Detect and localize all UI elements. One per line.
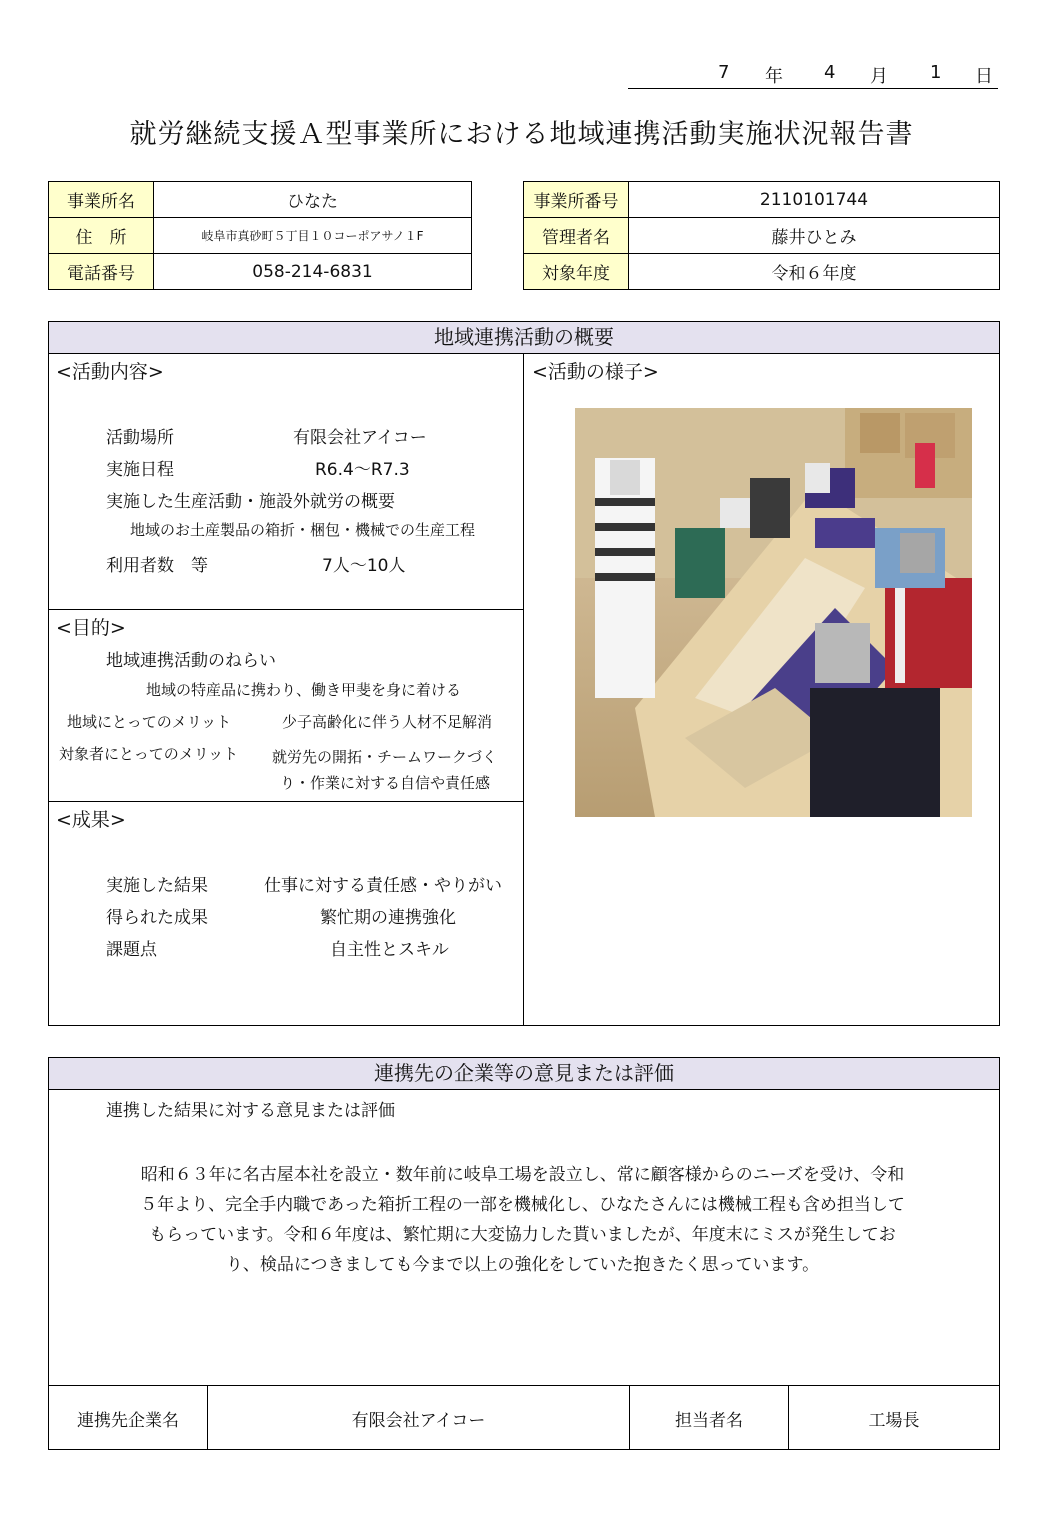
date-year-unit: 年 [765, 66, 783, 87]
date-day-unit: 日 [975, 66, 993, 87]
photo-heading: <活動の様子> [532, 361, 659, 383]
evaluation-heading: 連携先の企業等の意見または評価 [49, 1058, 999, 1090]
date-month: 4 [824, 62, 836, 83]
person-name: 工場長 [868, 1411, 920, 1431]
region-merit-value: 少子高齢化に伴う人材不足解消 [282, 713, 493, 731]
evaluation-subheading: 連携した結果に対する意見または評価 [106, 1101, 395, 1121]
result-value: 仕事に対する責任感・やりがい [264, 876, 502, 896]
address: 岐阜市真砂町５丁目１０コーポアサノ１F [154, 218, 472, 254]
target-merit-line1: 就労先の開拓・チームワークづく [272, 748, 498, 766]
target-merit-line2: り・作業に対する自信や責任感 [280, 774, 491, 792]
schedule-value: R6.4～R7.3 [315, 460, 410, 480]
date-year: 7 [718, 62, 730, 83]
office-name: ひなた [154, 182, 472, 218]
person-label: 担当者名 [675, 1411, 743, 1431]
place-value: 有限会社アイコー [293, 428, 427, 448]
document-title: 就労継続支援Ａ型事業所における地域連携活動実施状況報告書 [129, 119, 914, 150]
aim-label: 地域連携活動のねらい [106, 651, 276, 671]
evaluation-line: もらっています。令和６年度は、繁忙期に大変協力した貰いましたが、年度末にミスが発生してお [149, 1225, 896, 1245]
office-number-label: 事業所番号 [524, 182, 629, 218]
activity-heading: <活動内容> [56, 361, 164, 383]
phone-label: 電話番号 [49, 254, 154, 290]
activity-photo [575, 408, 972, 817]
place-label: 活動場所 [106, 428, 174, 448]
purpose-divider [48, 801, 524, 802]
results-heading: <成果> [56, 809, 126, 831]
date-month-unit: 月 [870, 66, 888, 87]
purpose-heading: <目的> [56, 617, 126, 639]
production-value: 地域のお土産製品の箱折・梱包・機械での生産工程 [130, 521, 476, 539]
schedule-label: 実施日程 [106, 460, 174, 480]
manager-name: 藤井ひとみ [629, 218, 1000, 254]
phone-number: 058-214-6831 [154, 254, 472, 290]
users-value: 7人～10人 [322, 556, 406, 576]
manager-label: 管理者名 [524, 218, 629, 254]
evaluation-line: り、検品につきましても今まで以上の強化をしていた抱きたく思っています。 [225, 1255, 820, 1275]
evaluation-line: ５年より、完全手内職であった箱折工程の一部を機械化し、ひなたさんには機械工程も含め担当して [140, 1195, 905, 1215]
overview-divider [523, 353, 524, 1026]
target-year: 令和６年度 [629, 254, 1000, 290]
production-label: 実施した生産活動・施設外就労の概要 [106, 492, 395, 512]
region-merit-label: 地域にとってのメリット [67, 713, 232, 731]
address-label: 住 所 [49, 218, 154, 254]
aim-value: 地域の特産品に携わり、働き甲斐を身に着ける [146, 681, 462, 699]
result-label: 実施した結果 [106, 876, 208, 896]
overview-heading: 地域連携活動の概要 [49, 322, 999, 354]
outcome-value: 繁忙期の連携強化 [320, 908, 456, 928]
evaluation-line: 昭和６３年に名古屋本社を設立・数年前に岐阜工場を設立し、常に顧客様からのニーズを受け、令和 [140, 1165, 905, 1185]
company-label: 連携先企業名 [77, 1411, 179, 1431]
issue-label: 課題点 [106, 940, 157, 960]
target-merit-label: 対象者にとってのメリット [59, 745, 239, 763]
activity-divider [48, 609, 524, 610]
office-name-label: 事業所名 [49, 182, 154, 218]
office-number: 2110101744 [629, 182, 1000, 218]
bottom-row-divider [48, 1385, 1000, 1386]
issue-value: 自主性とスキル [330, 940, 449, 960]
outcome-label: 得られた成果 [106, 908, 208, 928]
company-name: 有限会社アイコー [351, 1411, 486, 1431]
target-year-label: 対象年度 [524, 254, 629, 290]
date-day: 1 [930, 62, 942, 83]
users-label: 利用者数 等 [106, 556, 208, 576]
date-line [628, 58, 998, 89]
office-info-left [48, 181, 472, 290]
evaluation-text [100, 1160, 945, 1280]
activity-photo-illustration [575, 408, 972, 817]
office-info-right [523, 181, 1000, 290]
